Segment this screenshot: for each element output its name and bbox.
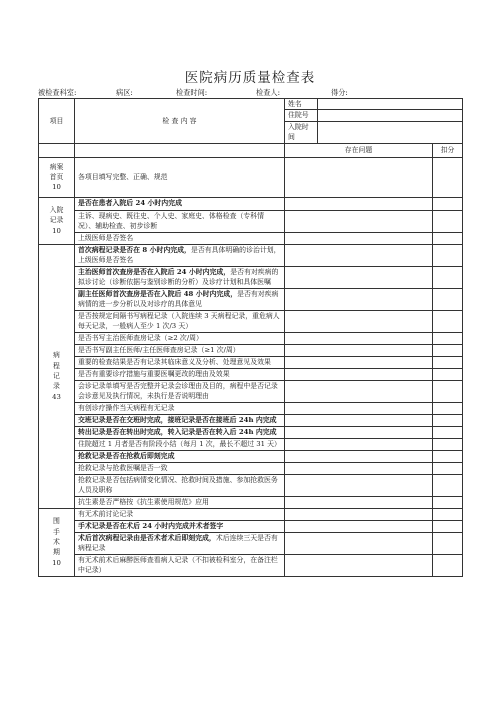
category-line: 10 xyxy=(52,183,61,192)
problems-cell[interactable] xyxy=(285,496,433,508)
table-row xyxy=(39,474,463,496)
problems-header-cell: 存在问题 xyxy=(285,143,433,157)
category-line: 病案 xyxy=(49,162,64,171)
inspection-time-label: 检查时间: xyxy=(176,88,208,97)
header-blank-cell xyxy=(75,143,285,157)
deduction-cell[interactable] xyxy=(433,266,463,288)
problems-cell[interactable] xyxy=(285,210,433,232)
table-row xyxy=(39,288,463,310)
check-item-cell xyxy=(75,210,285,232)
check-item-text: 抗生素是否严格按《抗生素使用规范》应用 xyxy=(78,497,209,506)
problems-cell[interactable] xyxy=(285,344,433,356)
table-row xyxy=(39,462,463,474)
check-item-cell xyxy=(75,197,285,210)
table-row xyxy=(39,232,463,244)
deduction-cell[interactable] xyxy=(433,554,463,576)
check-item-emphasis: 术后首次病程记录由是否术者术后即刻完成， xyxy=(78,533,216,542)
problems-cell[interactable] xyxy=(285,232,433,244)
check-item-cell xyxy=(75,232,285,244)
deduction-cell[interactable] xyxy=(433,520,463,532)
category-line: 程 xyxy=(53,361,60,370)
check-item-text: 有无术前讨论记录 xyxy=(78,509,134,518)
check-item-cell xyxy=(75,266,285,288)
problems-cell[interactable] xyxy=(285,462,433,474)
ward-label: 病区: xyxy=(116,88,133,97)
check-item-emphasis: 转出记录是否在转出时完成，转入记录是否在转入后 24h 内完成 xyxy=(78,427,277,436)
check-item-cell xyxy=(75,450,285,462)
check-item-cell xyxy=(75,520,285,532)
category-line: 病 xyxy=(53,351,60,360)
check-item-cell xyxy=(75,554,285,576)
check-item-text: 是否书写副主任医师/主任医师查房记录（≥1 次/周） xyxy=(78,345,240,354)
check-item-cell xyxy=(75,402,285,414)
name-value-cell[interactable] xyxy=(318,99,463,110)
deduction-cell[interactable] xyxy=(433,496,463,508)
deduction-cell[interactable] xyxy=(433,157,463,197)
problems-cell[interactable] xyxy=(285,520,433,532)
problems-cell[interactable] xyxy=(285,532,433,554)
deduction-cell[interactable] xyxy=(433,508,463,520)
check-item-emphasis: 主治医师首次查房是否在入院后 24 小时内完成， xyxy=(78,267,231,276)
problems-cell[interactable] xyxy=(285,414,433,426)
deduction-cell[interactable] xyxy=(433,414,463,426)
check-item-cell xyxy=(75,426,285,438)
admission-no-label-cell: 住院号 xyxy=(285,110,318,121)
category-line: 首页 xyxy=(49,172,64,181)
check-item-cell xyxy=(75,508,285,520)
progress-note-category xyxy=(39,244,75,508)
problems-cell[interactable] xyxy=(285,474,433,496)
table-row xyxy=(39,532,463,554)
check-item-cell xyxy=(75,244,285,266)
deduction-cell[interactable] xyxy=(433,402,463,414)
deduction-cell[interactable] xyxy=(433,474,463,496)
check-item-cell xyxy=(75,462,285,474)
problems-cell[interactable] xyxy=(285,402,433,414)
table-row xyxy=(39,157,463,197)
table-row xyxy=(39,520,463,532)
problems-cell[interactable] xyxy=(285,332,433,344)
check-item-cell xyxy=(75,438,285,450)
deduction-cell[interactable] xyxy=(433,426,463,438)
table-row xyxy=(39,450,463,462)
deduction-cell[interactable] xyxy=(433,462,463,474)
header-content-cell: 检 查 内 容 xyxy=(75,99,285,144)
header-row-name xyxy=(39,99,463,110)
problems-cell[interactable] xyxy=(285,380,433,402)
deduction-header-cell: 扣分 xyxy=(433,143,463,157)
check-item-text: 有无术前术后麻醉医师查看病人记录（不扣被检科室分，在备注栏中记录） xyxy=(78,555,278,575)
deduction-cell[interactable] xyxy=(433,380,463,402)
inspector-label: 检查人: xyxy=(256,88,280,97)
header-item-cell: 项目 xyxy=(39,99,75,144)
check-item-emphasis: 手术记录是否在术后 24 小时内完成并术者签字 xyxy=(78,521,224,530)
check-item-emphasis: 抢救记录是否在抢救后即刻完成 xyxy=(78,451,175,460)
problems-cell[interactable] xyxy=(285,266,433,288)
check-item-cell xyxy=(75,310,285,332)
check-item-text: 主诉、现病史、既往史、个人史、家庭史、体格检查（专科情况）、辅助检查、初步诊断 xyxy=(78,211,265,231)
check-item-text: 会诊记录单填写是否完整并记录会诊理由及目的，病程中是否记录会诊意见及执行情况，未执行是否说明理由 xyxy=(78,381,278,401)
table-row xyxy=(39,554,463,576)
problems-cell[interactable] xyxy=(285,356,433,368)
table-row xyxy=(39,414,463,426)
check-item-cell xyxy=(75,288,285,310)
check-item-text: 是否有对疾病的拟诊讨论（诊断依据与鉴别诊断的分析）及诊疗计划和具体医嘱 xyxy=(78,267,279,287)
check-item-text: 重要的检查结果是否有记录其临床意义及分析、处理意见及效果 xyxy=(78,357,271,366)
deduction-cell[interactable] xyxy=(433,332,463,344)
deduction-cell[interactable] xyxy=(433,532,463,554)
admission-no-value-cell[interactable] xyxy=(318,110,463,121)
table-row xyxy=(39,402,463,414)
check-item-emphasis: 交班记录是否在交班时完成，接班记录是否在接班后 24h 内完成 xyxy=(78,415,277,424)
deduction-cell[interactable] xyxy=(433,244,463,266)
table-row xyxy=(39,310,463,332)
table-row xyxy=(39,197,463,210)
header-row-columns xyxy=(39,143,463,157)
table-row xyxy=(39,438,463,450)
table-row xyxy=(39,496,463,508)
category-line: 术 xyxy=(53,537,60,546)
category-line: 期 xyxy=(53,548,60,557)
category-line: 记 xyxy=(53,371,60,380)
problems-cell[interactable] xyxy=(285,554,433,576)
check-item-text: 住院超过 1 月者是否有阶段小结（每月 1 次，最长不超过 31 天） xyxy=(78,439,281,448)
check-item-cell xyxy=(75,532,285,554)
check-item-cell xyxy=(75,414,285,426)
category-line: 手 xyxy=(53,527,60,536)
table-row xyxy=(39,244,463,266)
deduction-cell[interactable] xyxy=(433,197,463,210)
check-item-emphasis: 首次病程记录是否在 8 小时内完成， xyxy=(78,245,191,254)
check-item-text: 是否有对疾病病情的进一步分析以及对诊疗的具体意见 xyxy=(78,289,279,309)
check-item-cell xyxy=(75,474,285,496)
front-page-category xyxy=(39,157,75,197)
check-item-cell xyxy=(75,380,285,402)
table-row xyxy=(39,508,463,520)
check-item-emphasis: 是否在患者入院后 24 小时内完成 xyxy=(78,199,182,208)
category-line: 记录 xyxy=(49,216,64,225)
table-row xyxy=(39,356,463,368)
problems-cell[interactable] xyxy=(285,197,433,210)
problems-cell[interactable] xyxy=(285,508,433,520)
check-item-text: 是否书写主治医师查房记录（≥2 次/周） xyxy=(78,333,203,342)
check-item-text: 是否有具体明确的诊治计划，上级医师是否签名 xyxy=(78,245,281,265)
score-label: 得分: xyxy=(331,88,348,97)
check-item-cell xyxy=(75,344,285,356)
category-line: 入院 xyxy=(49,206,64,215)
table-row xyxy=(39,380,463,402)
check-item-text: 抢救记录是否包括病情变化情况、抢救时间及措施、参加抢救医务人员及职称 xyxy=(78,475,278,495)
check-item-cell xyxy=(75,356,285,368)
name-label-cell: 姓名 xyxy=(285,99,318,110)
table-row xyxy=(39,368,463,380)
problems-cell[interactable] xyxy=(285,450,433,462)
check-item-text: 是否有重要诊疗措施与重要医嘱更改的理由及效果 xyxy=(78,369,230,378)
deduction-cell[interactable] xyxy=(433,450,463,462)
quality-check-table xyxy=(38,98,463,577)
table-row xyxy=(39,266,463,288)
deduction-cell[interactable] xyxy=(433,438,463,450)
deduction-cell[interactable] xyxy=(433,288,463,310)
category-line: 录 xyxy=(53,382,60,391)
check-item-cell xyxy=(75,332,285,344)
problems-cell[interactable] xyxy=(285,157,433,197)
problems-cell[interactable] xyxy=(285,288,433,310)
category-line: 43 xyxy=(52,392,61,401)
check-item-text: 抢救记录与抢救医嘱是否一致 xyxy=(78,463,168,472)
check-item-cell xyxy=(75,368,285,380)
admission-time-value-cell[interactable] xyxy=(318,121,463,143)
check-item-emphasis: 副主任医师首次查房是否在入院后 48 小时内完成， xyxy=(78,289,238,298)
check-item-text: 是否按规定间隔书写病程记录（入院连续 3 天病程记录，重危病人每天记录，一般病人至少 1 次/3 天） xyxy=(78,311,280,331)
inspected-dept-label: 被检查科室: xyxy=(38,88,77,97)
perioperative-category xyxy=(39,508,75,576)
table-row xyxy=(39,210,463,232)
deduction-cell[interactable] xyxy=(433,310,463,332)
deduction-cell[interactable] xyxy=(433,356,463,368)
check-item-text: 上级医师是否签名 xyxy=(78,233,134,242)
deduction-cell[interactable] xyxy=(433,210,463,232)
problems-cell[interactable] xyxy=(285,438,433,450)
category-line: 10 xyxy=(52,558,61,567)
problems-cell[interactable] xyxy=(285,310,433,332)
category-line: 围 xyxy=(53,517,60,526)
category-line: 10 xyxy=(52,226,61,235)
check-item-cell xyxy=(75,157,285,197)
admission-record-category xyxy=(39,197,75,244)
table-row xyxy=(39,332,463,344)
admission-time-label-cell: 入院时间 xyxy=(285,121,318,143)
check-item-text: 有创诊疗操作当天病程有无记录 xyxy=(78,403,175,412)
problems-cell[interactable] xyxy=(285,244,433,266)
problems-cell[interactable] xyxy=(285,426,433,438)
deduction-cell[interactable] xyxy=(433,344,463,356)
check-item-text: 各项目填写完整、正确、规范 xyxy=(78,172,168,181)
deduction-cell[interactable] xyxy=(433,368,463,380)
table-row xyxy=(39,426,463,438)
deduction-cell[interactable] xyxy=(433,232,463,244)
check-item-cell xyxy=(75,496,285,508)
check-item-text: 术后连续三天是否有病程记录 xyxy=(78,533,278,553)
table-row xyxy=(39,344,463,356)
page-title: 医院病历质量检查表 xyxy=(184,70,316,86)
problems-cell[interactable] xyxy=(285,368,433,380)
header-blank-cell xyxy=(39,143,75,157)
